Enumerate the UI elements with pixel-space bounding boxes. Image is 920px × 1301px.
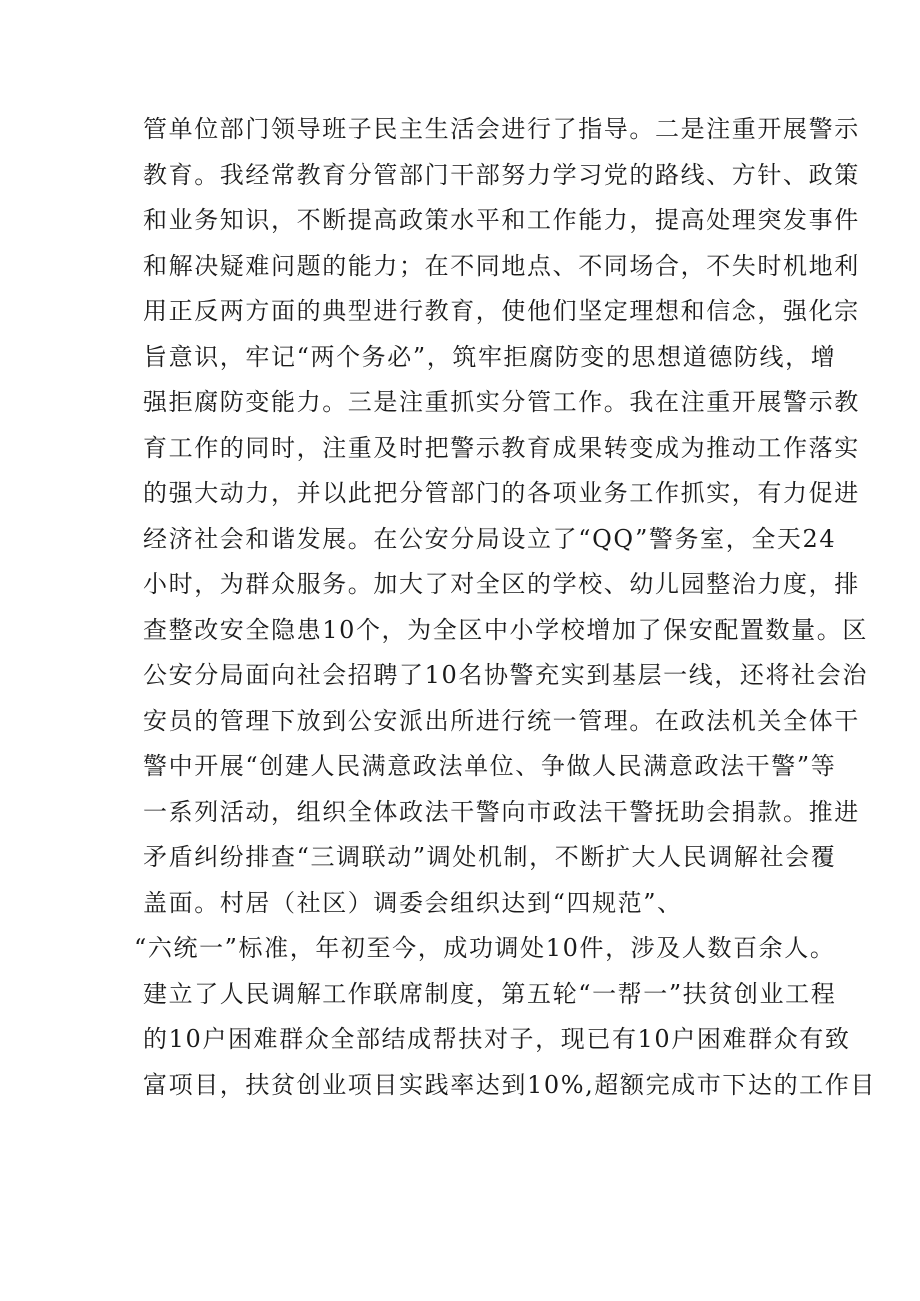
text-line: 用正反两方面的典型进行教育，使他们坚定理想和信念，强化宗 <box>143 297 860 325</box>
text-line: 警中开展“创建人民满意政法单位、争做人民满意政法干警”等 <box>143 752 837 780</box>
body-text <box>134 107 876 1108</box>
text-line: 的10户困难群众全部结成帮扶对子，现已有10户困难群众有致 <box>143 1025 851 1053</box>
text-line: 盖面。村居（社区）调委会组织达到“四规范”、 <box>143 888 683 917</box>
text-line: 的强大动力，并以此把分管部门的各项业务工作抓实，有力促进 <box>143 479 860 507</box>
text-line: 富项目，扶贫创业项目实践率达到10%,超额完成市下达的工作目 <box>143 1070 876 1099</box>
text-line: 教育。我经常教育分管部门干部努力学习党的路线、方针、政策 <box>143 160 860 189</box>
text-line: 查整改安全隐患10个，为全区中小学校增加了保安配置数量。区 <box>143 615 868 644</box>
text-line: 育工作的同时，注重及时把警示教育成果转变成为推动工作落实 <box>143 433 860 462</box>
text-line: 矛盾纠纷排查“三调联动”调处机制，不断扩大人民调解社会覆 <box>143 843 837 871</box>
text-line: 小时，为群众服务。加大了对全区的学校、幼儿园整治力度，排 <box>143 570 860 598</box>
text-line: “六统一”标准，年初至今，成功调处10件，涉及人数百余人。 <box>134 934 836 962</box>
text-line: 强拒腐防变能力。三是注重抓实分管工作。我在注重开展警示教 <box>143 388 860 416</box>
text-line: 管单位部门领导班子民主生活会进行了指导。二是注重开展警示 <box>143 115 860 143</box>
text-line: 经济社会和谐发展。在公安分局设立了“QQ”警务室，全天24 <box>143 524 837 553</box>
text-line: 旨意识，牢记“两个务必”，筑牢拒腐防变的思想道德防线，增 <box>143 342 837 371</box>
text-line: 一系列活动，组织全体政法干警向市政法干警抚助会捐款。推进 <box>143 797 860 826</box>
text-line: 和业务知识，不断提高政策水平和工作能力，提高处理突发事件 <box>143 206 860 234</box>
text-line: 建立了人民调解工作联席制度，第五轮“一帮一”扶贫创业工程 <box>143 979 837 1008</box>
text-line: 和解决疑难问题的能力；在不同地点、不同场合，不失时机地利 <box>143 251 860 280</box>
text-line: 安员的管理下放到公安派出所进行统一管理。在政法机关全体干 <box>143 706 860 735</box>
text-line: 公安分局面向社会招聘了10名协警充实到基层一线，还将社会治 <box>143 661 868 689</box>
